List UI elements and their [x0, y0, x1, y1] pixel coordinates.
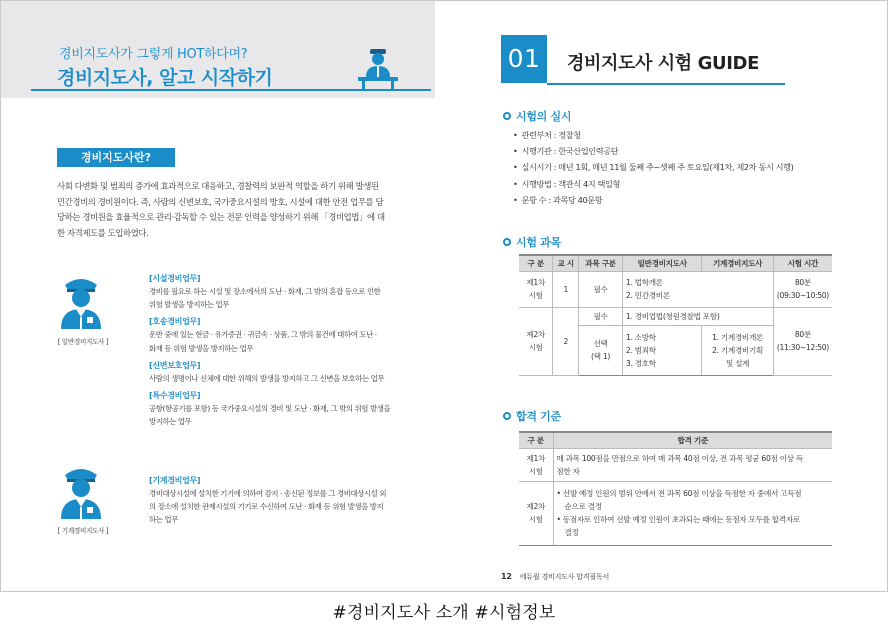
- machine-roles: [149, 475, 419, 532]
- table-cell: 제2차 시험: [519, 307, 553, 375]
- role-desc-line: 사람의 생명이나 신체에 대한 위해의 발생을 방지하고 그 신변을 보호하는 업무: [149, 373, 385, 383]
- intro-line: 한 자격제도를 도입하였다.: [57, 227, 149, 238]
- section-heading-subjects: [503, 234, 561, 250]
- role-desc-line: 방지하는 업무: [149, 417, 192, 427]
- section-heading-text: 합격 기준: [516, 410, 561, 423]
- section-heading-text: 시험의 실시: [516, 110, 572, 123]
- guard-desk-icon: [356, 47, 400, 91]
- section-label: 경비지도사란?: [57, 148, 175, 167]
- table-cell: 선택 (택 1): [579, 325, 623, 375]
- section-heading-text: 시험 과목: [516, 236, 561, 249]
- table-header: 기계경비지도사: [702, 255, 773, 271]
- role-heading: [특수경비업무]: [149, 391, 201, 401]
- role-desc-line: 의 장소에 설치한 관제시설의 기기로 수신하여 도난 · 화재 등 위험 발생을 방지: [149, 502, 384, 512]
- table-cell: 1. 소방학 2. 범죄학 3. 경호학: [622, 325, 701, 375]
- role-description: [149, 328, 419, 354]
- intro-line: 민간경비의 경비원이다. 즉, 사람의 신변보호, 국가중요시설의 방호, 시설에 대한 안전 업무를 담: [57, 196, 384, 207]
- table-header: 일반경비지도사: [622, 255, 701, 271]
- list-item: • 실시시기 : 매년 1회, 매년 11월 둘째 주~셋째 주 토요일(제1차, 제2차 동시 시행): [513, 159, 793, 175]
- table-cell: 제1차 시험: [519, 448, 553, 481]
- table-cell: 1. 법학개론 2. 민간경비론: [622, 271, 773, 307]
- table-cell: 제2차 시험: [519, 481, 553, 545]
- section-heading-criteria: [503, 408, 561, 424]
- criteria-table: [519, 431, 832, 546]
- general-guard-officer-icon: [58, 273, 104, 329]
- role-heading: [신변보호업무]: [149, 360, 201, 370]
- general-guard-caption: [ 일반경비지도사 ]: [57, 338, 109, 346]
- list-item: • 시행기관 : 한국산업인력공단: [513, 143, 793, 159]
- book-title: 에듀윌 경비지도사 합격필독서: [519, 573, 610, 581]
- role-desc-line: 운반 중에 있는 현금 · 유가증권 · 귀금속 · 상품, 그 밖의 물건에 대하여 도난 ·: [149, 330, 377, 340]
- table-header: 과목 구분: [579, 255, 623, 271]
- table-cell: 필수: [579, 307, 623, 325]
- role-desc-line: 경비를 필요로 하는 시설 및 장소에서의 도난 · 화재, 그 밖의 혼잡 등으로 인한: [149, 287, 381, 296]
- table-row: [519, 448, 832, 481]
- table-cell: 1. 기계경비개론 2. 기계경비기획 및 설계: [702, 325, 773, 375]
- list-item: • 문항 수 : 과목당 40문항: [513, 192, 793, 208]
- role-description: [149, 285, 419, 311]
- table-header: 구 분: [519, 432, 553, 448]
- table-cell: 1. 경비업법(청원경찰법 포함): [622, 307, 773, 325]
- role-heading: [시설경비업무]: [149, 274, 201, 283]
- role-desc-line: 화재 등 위험 발생을 방지하는 업무: [149, 343, 254, 353]
- intro-paragraph: [57, 179, 407, 241]
- title-underline: [547, 83, 785, 85]
- table-row: [519, 481, 832, 545]
- left-page: [1, 1, 435, 591]
- role-desc-line: 하는 업무: [149, 515, 178, 525]
- image-caption: #경비지도사 소개 #시험정보: [332, 603, 556, 623]
- section-heading-implementation: [503, 108, 571, 124]
- bullet-circle-icon: [503, 412, 511, 420]
- table-cell: 1: [553, 271, 579, 307]
- role-heading: [호송경비업무]: [149, 317, 201, 327]
- table-cell: 2: [553, 307, 579, 375]
- right-page: [441, 1, 887, 591]
- role-heading: [기계경비업무]: [149, 476, 201, 485]
- table-header: 시험 시간: [773, 255, 832, 271]
- table-cell: 80분 (11:30~12:50): [773, 307, 832, 375]
- table-cell: 80분 (09:30~10:50): [773, 271, 832, 307]
- page-footer: [501, 572, 609, 582]
- role-desc-line: 위험 발생을 방지하는 업무: [149, 300, 229, 310]
- machine-guard-officer-icon: [58, 463, 104, 519]
- table-row: [519, 271, 832, 307]
- role-description: [149, 487, 419, 527]
- table-header: 구 분: [519, 255, 553, 271]
- table-cell: 필수: [579, 271, 623, 307]
- table-header: 교 시: [553, 255, 579, 271]
- intro-line: 사회 다변화 및 범죄의 증가에 효과적으로 대응하고, 경찰력의 보완적 역할을 하기 위해 발생된: [57, 181, 379, 191]
- table-cell: • 선발 예정 인원의 범위 안에서 전 과목 60점 이상을 득점한 자 중에서 고득점 순으로 결정 • 동점자로 인하여 선발 예정 인원이 초과되는 때에는 동점자 모두를 합격자로 결정: [553, 481, 832, 545]
- page-title: 경비지도사, 알고 시작하기: [57, 67, 273, 89]
- role-desc-line: 경비대상시설에 설치한 기기에 의하여 감지 · 송신된 정보를 그 경비대상시설 외: [149, 489, 387, 498]
- role-description: [149, 372, 419, 385]
- role-description: [149, 402, 419, 428]
- table-cell: 제1차 시험: [519, 271, 553, 307]
- machine-guard-caption: [ 기계경비지도사 ]: [57, 527, 109, 535]
- table-row: [519, 307, 832, 325]
- list-item: • 시행방법 : 객관식 4지 택일형: [513, 176, 793, 192]
- list-item: • 관련부처 : 경찰청: [513, 127, 793, 143]
- role-desc-line: 공항(항공기를 포함) 등 국가중요시설의 경비 및 도난 · 화재, 그 밖의 위험 발생을: [149, 404, 391, 414]
- page-number: 12: [501, 572, 512, 581]
- subjects-table: [519, 254, 832, 376]
- bullet-circle-icon: [503, 238, 511, 246]
- page-subtitle: 경비지도사가 그렇게 HOT하다며?: [59, 47, 248, 62]
- chapter-number: 01: [501, 35, 547, 83]
- general-roles: [149, 273, 419, 433]
- guide-title: 경비지도사 시험 GUIDE: [567, 53, 759, 74]
- bullet-circle-icon: [503, 112, 511, 120]
- implementation-list: [513, 127, 793, 208]
- intro-line: 당하는 경비원을 효율적으로 관리·감독할 수 있는 전문 인력을 양성하기 위해 「경비업법」에 대: [57, 212, 385, 223]
- table-cell: 매 과목 100점을 만점으로 하여 매 과목 40점 이상, 전 과목 평균 60점 이상 득 점한 자: [553, 448, 832, 481]
- table-header: 합격 기준: [553, 432, 832, 448]
